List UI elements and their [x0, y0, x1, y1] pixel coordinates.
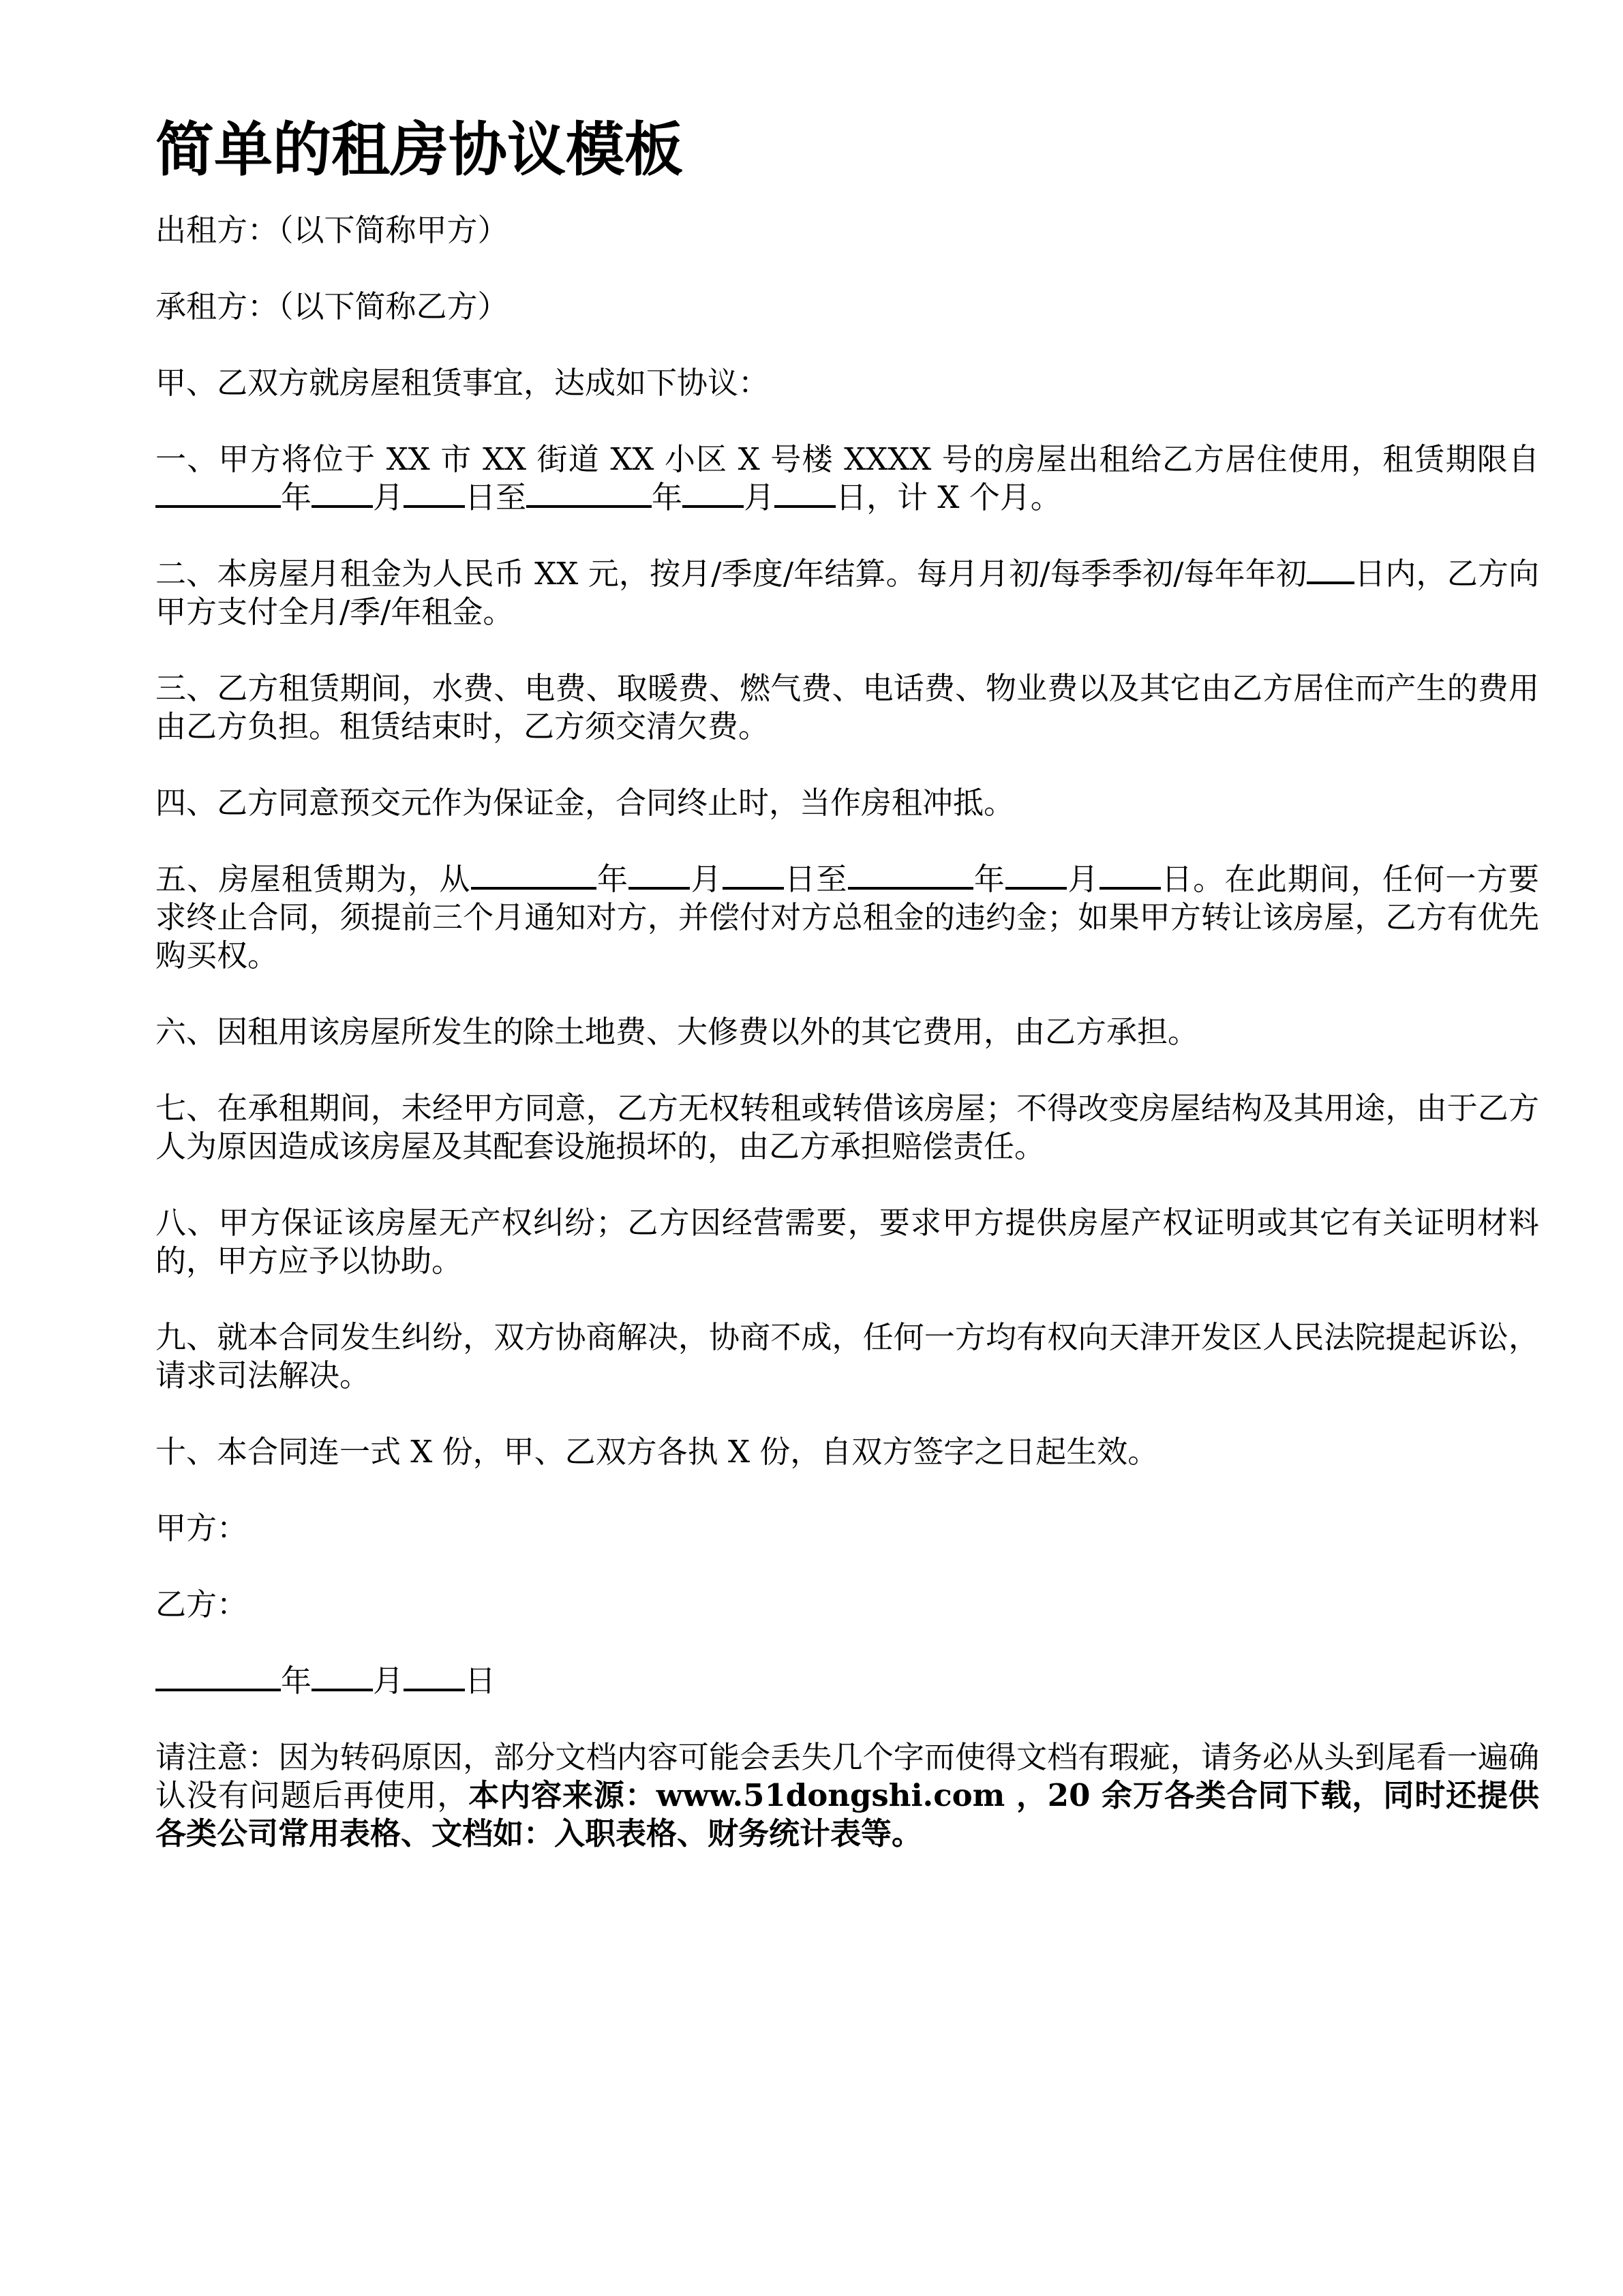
date-day-label: 日	[465, 1663, 496, 1699]
clause-10: 十、本合同连一式 X 份，甲、乙双方各执 X 份，自双方签字之日起生效。	[155, 1434, 1159, 1470]
signature-party-a: 甲方：	[155, 1510, 248, 1546]
clause-4: 四、乙方同意预交元作为保证金，合同终止时，当作房租冲抵。	[155, 785, 1015, 821]
document-page	[155, 109, 1539, 1891]
blank-year-start	[471, 861, 596, 890]
blank-year-end	[526, 479, 652, 508]
lessee-line: 承租方：（以下简称乙方）	[155, 288, 509, 324]
clause-1	[155, 440, 1539, 517]
lessor-line: 出租方：（以下简称甲方）	[155, 212, 509, 248]
clause-5-text-g: 日。在此期间，任何一方要求终止合同，须提前三个月通知对方，并偿付对方总租金的违约金；如果甲方转让该房屋，乙方有优先购买权。	[155, 861, 1539, 973]
clause-5	[155, 860, 1539, 975]
blank-sign-day	[404, 1663, 465, 1691]
clause-1-text-f: 月	[744, 479, 775, 515]
clause-5-text-b: 年	[596, 861, 629, 897]
blank-sign-year	[155, 1663, 281, 1691]
date-month-label: 月	[373, 1663, 404, 1699]
clause-2-text-a: 二、本房屋月租金为人民币 XX 元，按月/季度/年结算。每月月初/每季季初/每年年初	[155, 556, 1307, 592]
clause-9: 九、就本合同发生纠纷，双方协商解决，协商不成，任何一方均有权向天津开发区人民法院提起诉讼，请求司法解决。	[155, 1319, 1539, 1393]
clause-2-text-b: 日内，乙方向甲方支付全月/季/年租金。	[155, 556, 1539, 630]
blank-month-end	[682, 479, 744, 508]
blank-year-end	[848, 861, 973, 890]
clause-5-text-d: 日至	[783, 861, 848, 897]
blank-month-start	[628, 861, 690, 890]
clause-1-text-g: 日，计 X 个月。	[836, 479, 1061, 515]
blank-day-end	[774, 479, 836, 508]
clause-5-text-c: 月	[690, 861, 723, 897]
clause-1-text-b: 年	[281, 479, 312, 515]
clause-1-text-c: 月	[373, 479, 404, 515]
blank-pay-days	[1307, 556, 1354, 584]
date-year-label: 年	[281, 1663, 312, 1699]
clause-1-text-a: 一、甲方将位于 XX 市 XX 街道 XX 小区 X 号楼 XXXX 号的房屋出租给乙方居住使用，租赁期限自	[155, 441, 1539, 477]
blank-month-start	[312, 479, 373, 508]
notice-text: 请注意：因为转码原因，部分文档内容可能会丢失几个字而使得文档有瑕疵，请务必从头到尾看一遍确认没有问题后再使用，	[155, 1739, 1539, 1813]
clause-5-text-a: 五、房屋租赁期为，从	[155, 861, 471, 897]
blank-year-start	[155, 479, 281, 508]
clause-2	[155, 555, 1539, 631]
notice-paragraph	[155, 1738, 1539, 1853]
signature-party-b: 乙方：	[155, 1586, 248, 1622]
clause-1-text-e: 年	[652, 479, 683, 515]
clause-7: 七、在承租期间，未经甲方同意，乙方无权转租或转借该房屋；不得改变房屋结构及其用途，由于乙方人为原因造成该房屋及其配套设施损坏的，由乙方承担赔偿责任。	[155, 1090, 1539, 1164]
intro-paragraph: 甲、乙双方就房屋租赁事宜，达成如下协议：	[155, 365, 770, 401]
clause-1-text-d: 日至	[465, 479, 527, 515]
clause-3: 三、乙方租赁期间，水费、电费、取暖费、燃气费、电话费、物业费以及其它由乙方居住而产生的费用由乙方负担。租赁结束时，乙方须交清欠费。	[155, 670, 1539, 744]
blank-day-end	[1099, 861, 1161, 890]
document-title: 简单的租房协议模板	[155, 116, 683, 184]
clause-5-text-f: 月	[1067, 861, 1099, 897]
blank-day-start	[404, 479, 465, 508]
blank-day-start	[723, 861, 784, 890]
clause-8: 八、甲方保证该房屋无产权纠纷；乙方因经营需要，要求甲方提供房屋产权证明或其它有关证明材料的，甲方应予以协助。	[155, 1205, 1539, 1279]
blank-sign-month	[312, 1663, 373, 1691]
notice-source-text: 本内容来源：www.51dongshi.com ，20 余万各类合同下载，同时还提供各类公司常用表格、文档如：入职表格、财务统计表等。	[155, 1777, 1539, 1852]
signature-date	[155, 1662, 1539, 1700]
clause-5-text-e: 年	[973, 861, 1006, 897]
blank-month-end	[1005, 861, 1067, 890]
clause-6: 六、因租用该房屋所发生的除土地费、大修费以外的其它费用，由乙方承担。	[155, 1014, 1199, 1050]
